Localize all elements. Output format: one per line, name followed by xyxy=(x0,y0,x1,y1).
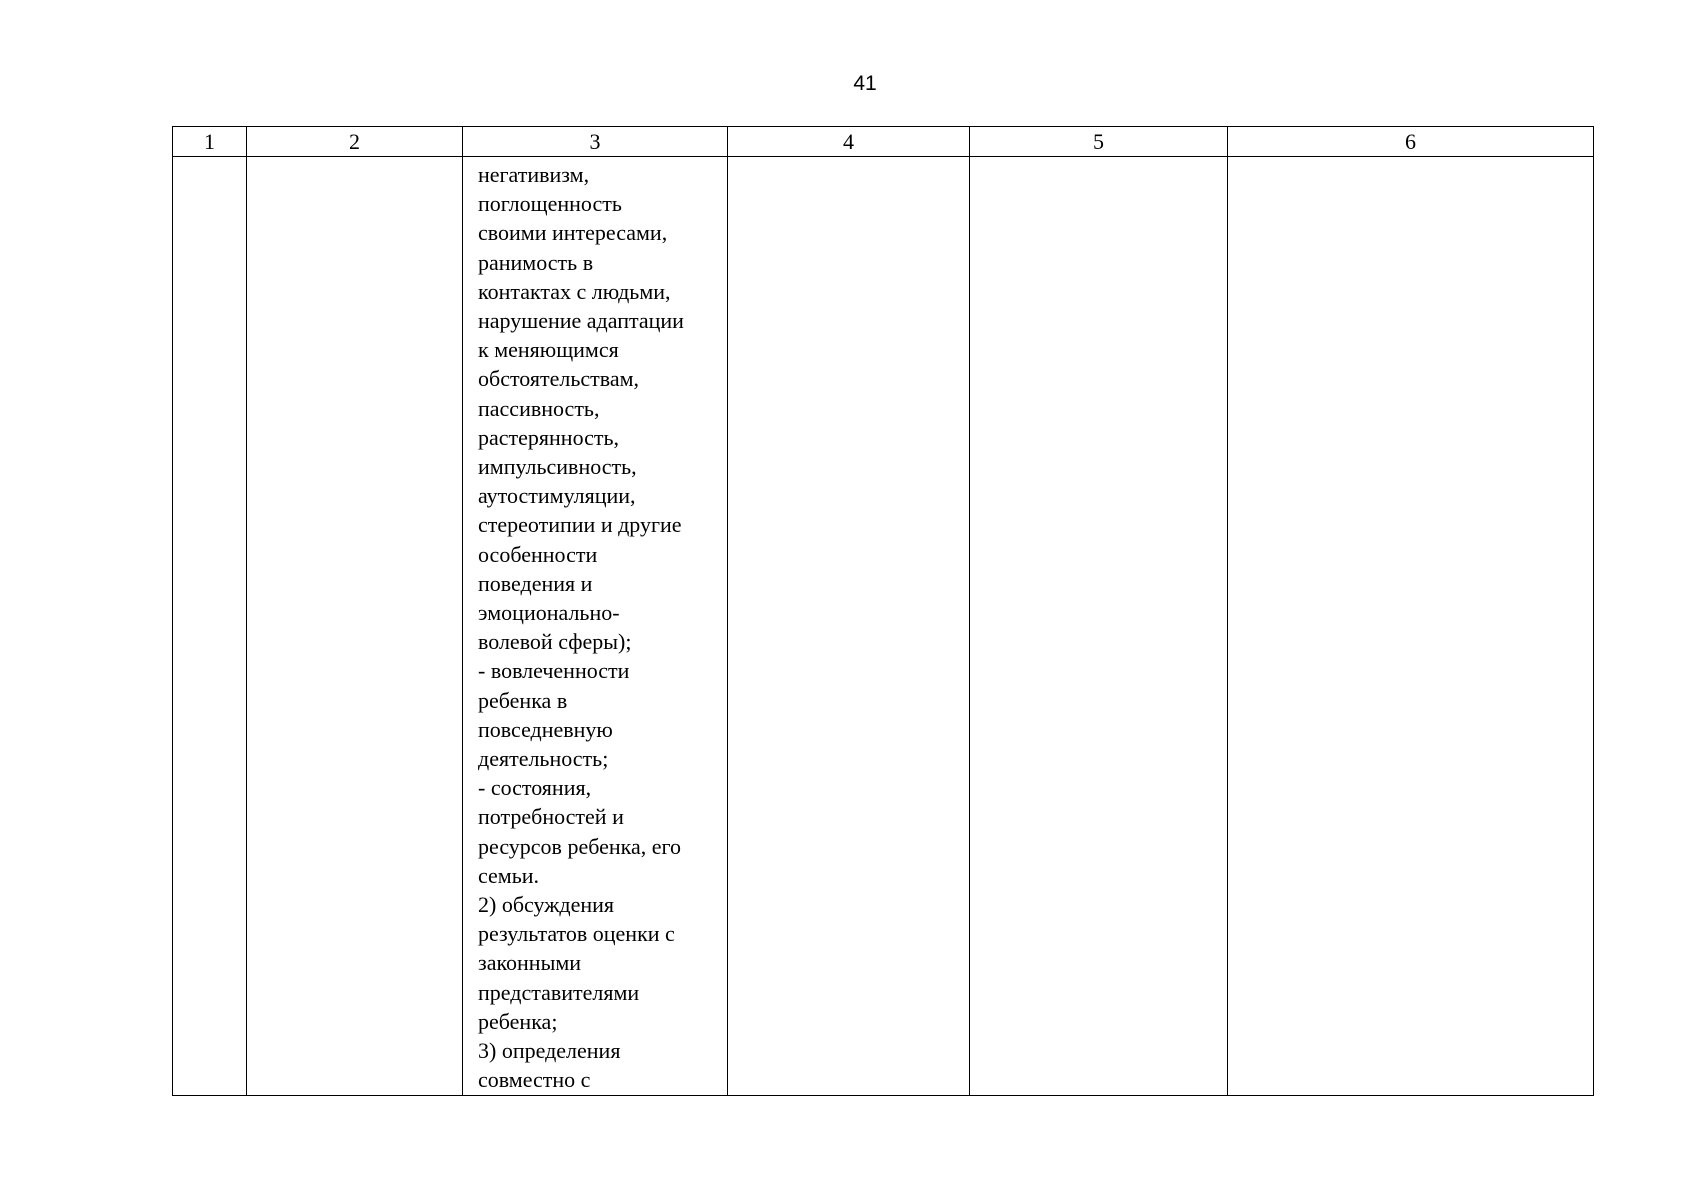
column-header-3: 3 xyxy=(463,127,728,157)
cell-text-line: импульсивность, xyxy=(478,454,637,480)
cell-text-line: ребенка; xyxy=(478,1008,558,1034)
column-header-5: 5 xyxy=(970,127,1228,157)
table-cell-col3 xyxy=(463,157,728,1096)
cell-text-line: аутостимуляции, xyxy=(478,483,636,509)
column-header-6: 6 xyxy=(1228,127,1594,157)
cell-text-line: эмоционально- xyxy=(478,600,620,626)
cell-text-line: совместно с xyxy=(478,1067,591,1093)
column-header-2: 2 xyxy=(247,127,463,157)
table-cell-col6 xyxy=(1228,157,1594,1096)
cell-text-line: негативизм, xyxy=(478,162,590,187)
document-table xyxy=(172,126,1594,1096)
cell-text-line: обстоятельствам, xyxy=(478,366,640,392)
cell-text-line: законными xyxy=(478,950,582,976)
cell-text-line: результатов оценки с xyxy=(478,921,675,947)
cell-text-line: поглощенность xyxy=(478,191,622,217)
cell-text-line: представителями xyxy=(478,979,640,1005)
cell-text-line: повседневную xyxy=(478,716,613,742)
cell-text-line: к меняющимся xyxy=(478,337,619,363)
cell-text-line: ресурсов ребенка, его xyxy=(478,833,682,859)
table-cell-col4 xyxy=(728,157,970,1096)
cell-text-line: 2) обсуждения xyxy=(478,892,615,918)
column-header-4: 4 xyxy=(728,127,970,157)
cell-text-line: ранимость в xyxy=(478,249,594,275)
cell-text-line: пассивность, xyxy=(478,395,600,421)
cell-text-line: семьи. xyxy=(478,862,540,888)
cell-text-line: нарушение адаптации xyxy=(478,308,684,334)
column-header-1: 1 xyxy=(173,127,247,157)
cell-text-line: волевой сферы); xyxy=(478,629,632,655)
cell-text-line: поведения и xyxy=(478,570,593,596)
cell-text-line: - состояния, xyxy=(478,775,592,801)
cell-text-line: растерянность, xyxy=(478,424,620,450)
cell-text-line: контактах с людьми, xyxy=(478,278,671,304)
table-row xyxy=(173,157,1594,1096)
cell-text-line: особенности xyxy=(478,541,598,567)
cell-text-col3 xyxy=(463,157,727,1095)
cell-text-line: потребностей и xyxy=(478,804,624,830)
cell-text-line: своими интересами, xyxy=(478,220,668,246)
cell-text-line: деятельность; xyxy=(478,746,609,772)
table-cell-col2 xyxy=(247,157,463,1096)
cell-text-line: ребенка в xyxy=(478,687,568,713)
cell-text-line: стереотипии и другие xyxy=(478,512,682,538)
table-cell-col5 xyxy=(970,157,1228,1096)
page-number: 41 xyxy=(853,72,877,95)
cell-text-line: - вовлеченности xyxy=(478,658,630,684)
cell-text-line: 3) определения xyxy=(478,1038,621,1064)
table-header-row xyxy=(173,127,1594,157)
table-cell-col1 xyxy=(173,157,247,1096)
